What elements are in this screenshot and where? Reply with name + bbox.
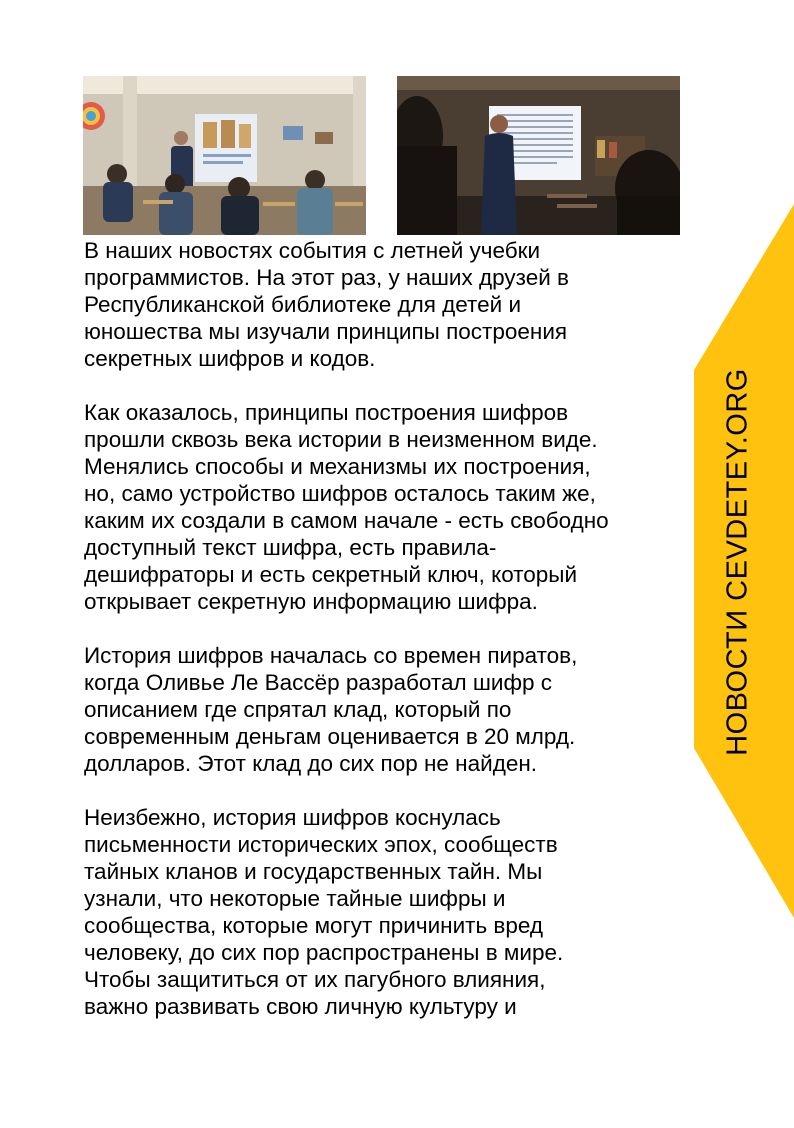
article-paragraph-4: Неизбежно, история шифров коснулась письменности исторических эпох, сообществ тайных кланов и государственных тайн. Мы узнали, что некоторые тайные шифры и сообщества, которые могут причинить вред человеку, до сих пор распространены в мире. Чтобы защититься от их пагубного влияния, важно развивать свою личную культуру и bbox=[84, 805, 564, 1019]
banner-label: НОВОСТИ CEVDETEY.ORG bbox=[721, 368, 754, 756]
teacher-at-projector-photo bbox=[397, 76, 680, 235]
article-paragraph-3: История шифров началась со времен пиратов, когда Оливье Ле Вассёр разработал шифр с описанием где спрятал клад, который по современным деньгам оценивается в 20 млрд. долларов. Этот клад до сих пор не найден. bbox=[84, 643, 578, 776]
classroom-presentation-photo bbox=[83, 76, 366, 235]
article-body bbox=[84, 237, 684, 1047]
article-paragraph-2: Как оказалось, принципы построения шифров прошли сквозь века истории в неизменном виде. Менялись способы и механизмы их построения, но, само устройство шифров осталось таким же, каким их создали в самом начале - есть свободно доступный текст шифра, есть правила- дешифраторы и есть секретный ключ, который открывает секретную информацию шифра. bbox=[84, 400, 609, 614]
article-paragraph-1: В наших новостях события с летней учебки программистов. На этот раз, у наших друзей в Республиканской библиотеке для детей и юношества мы изучали принципы построения секретных шифров и кодов. bbox=[84, 238, 569, 371]
